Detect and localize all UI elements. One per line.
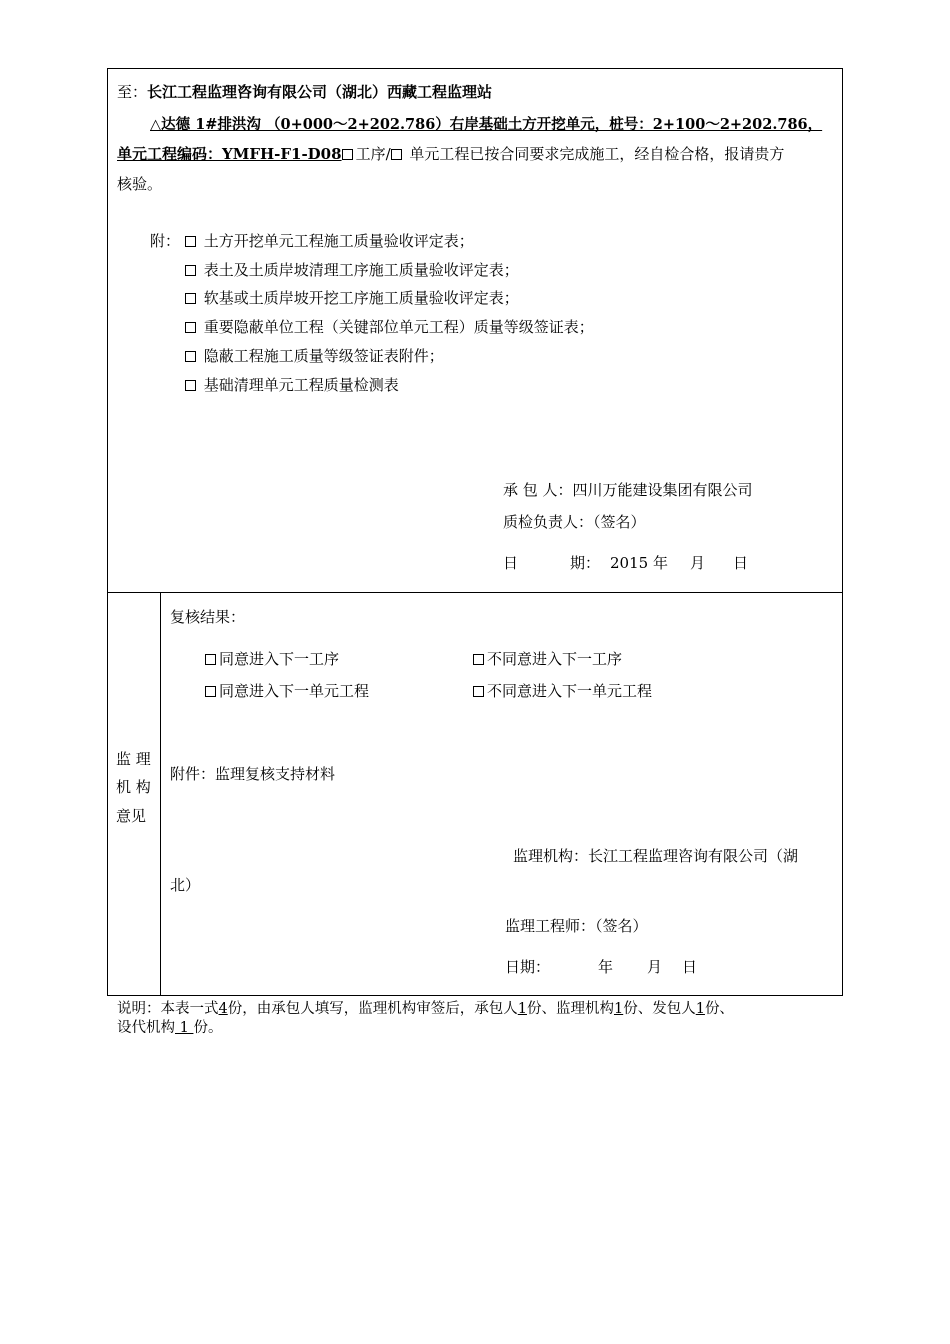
contractor-date-month: 月 bbox=[690, 554, 706, 572]
contractor-label: 承 包 人： bbox=[503, 481, 573, 499]
attachment-checkbox[interactable] bbox=[185, 322, 196, 333]
addressee-line bbox=[117, 83, 492, 101]
contractor-date-day: 日 bbox=[733, 554, 749, 572]
copies-owner: 1 bbox=[695, 1001, 705, 1017]
copies-contractor: 1 bbox=[517, 1001, 527, 1017]
unit-checkbox[interactable] bbox=[391, 149, 402, 160]
process-text: 工序/ bbox=[355, 145, 391, 163]
completion-text: 单元工程已按合同要求完成施工，经自检合格，报请贵方 bbox=[404, 145, 785, 163]
supervisor-date-label: 日期： bbox=[505, 958, 551, 976]
addressee-label: 至： bbox=[117, 83, 148, 101]
contractor-date-label-2: 期： bbox=[570, 554, 601, 572]
attachment-checkbox[interactable] bbox=[185, 380, 196, 391]
supervisor-date-year: 年 bbox=[598, 958, 614, 976]
attachment-item: 土方开挖单元工程施工质量验收评定表； bbox=[185, 232, 474, 250]
copies-supervisor: 1 bbox=[613, 1001, 624, 1017]
unit-code: 单元工程编码：YMFH-F1-D08 bbox=[117, 145, 342, 163]
agree-process-checkbox[interactable] bbox=[205, 654, 216, 665]
disagree-process-checkbox[interactable] bbox=[473, 654, 484, 665]
unit-code-line bbox=[117, 145, 784, 163]
supervisor-org-cont: 北） bbox=[170, 876, 201, 894]
process-checkbox[interactable] bbox=[342, 149, 353, 160]
supervisor-column-divider bbox=[160, 592, 161, 996]
attachment-checkbox[interactable] bbox=[185, 236, 196, 247]
attachment-checkbox[interactable] bbox=[185, 351, 196, 362]
option-agree-unit[interactable]: 同意进入下一单元工程 bbox=[205, 682, 369, 700]
attachment-item: 软基或土质岸坡开挖工序施工质量验收评定表； bbox=[185, 289, 519, 307]
review-label: 复核结果： bbox=[170, 608, 246, 626]
disagree-unit-checkbox[interactable] bbox=[473, 686, 484, 697]
contractor-date-year: 2015 年 bbox=[610, 554, 668, 572]
contractor-line bbox=[503, 481, 753, 499]
attachment-label: 附： bbox=[150, 232, 181, 250]
option-disagree-unit[interactable]: 不同意进入下一单元工程 bbox=[473, 682, 652, 700]
contractor-name: 四川万能建设集团有限公司 bbox=[572, 481, 753, 499]
attachment-item: 基础清理单元工程质量检测表 bbox=[185, 376, 399, 394]
supervisor-side-label-1: 监 理 bbox=[116, 750, 151, 768]
agree-unit-checkbox[interactable] bbox=[205, 686, 216, 697]
engineer-signature-label: 监理工程师：（签名） bbox=[505, 917, 648, 935]
section-divider bbox=[107, 592, 843, 593]
supervisor-date-month: 月 bbox=[647, 958, 663, 976]
project-line: △达德 1#排洪沟 （0+000～2+202.786）右岸基础土方开挖单元，桩号：2+100～2+202.786， bbox=[150, 116, 823, 133]
verify-text: 核验。 bbox=[117, 175, 163, 193]
footnote-line-2: 设代机构 1 份。 bbox=[117, 1020, 223, 1036]
attachment-checkbox[interactable] bbox=[185, 293, 196, 304]
supervisor-date-day: 日 bbox=[682, 958, 698, 976]
attachment-item: 隐蔽工程施工质量等级签证表附件； bbox=[185, 347, 444, 365]
option-agree-process[interactable]: 同意进入下一工序 bbox=[205, 650, 339, 668]
supervisor-side-label-3: 意见 bbox=[116, 807, 147, 825]
supervisor-attachment: 附件：监理复核支持材料 bbox=[170, 765, 336, 783]
attachment-item: 重要隐蔽单位工程（关键部位单元工程）质量等级签证表； bbox=[185, 318, 594, 336]
copies-total: 4 bbox=[218, 1001, 228, 1017]
supervisor-org: 监理机构：长江工程监理咨询有限公司（湖 bbox=[513, 847, 799, 865]
option-disagree-process[interactable]: 不同意进入下一工序 bbox=[473, 650, 622, 668]
copies-design: 1 bbox=[175, 1020, 194, 1036]
footnote-line-1: 说明：本表一式4份，由承包人填写，监理机构审签后，承包人1份、监理机构1份、发包人1份、 bbox=[117, 1001, 734, 1017]
attachment-item: 表土及土质岸坡清理工序施工质量验收评定表； bbox=[185, 261, 519, 279]
supervisor-side-label-2: 机 构 bbox=[116, 778, 151, 796]
addressee-org: 长江工程监理咨询有限公司（湖北）西藏工程监理站 bbox=[147, 83, 493, 101]
contractor-date-label-1: 日 bbox=[503, 554, 519, 572]
attachment-checkbox[interactable] bbox=[185, 265, 196, 276]
qc-signature-label: 质检负责人：（签名） bbox=[503, 513, 646, 531]
